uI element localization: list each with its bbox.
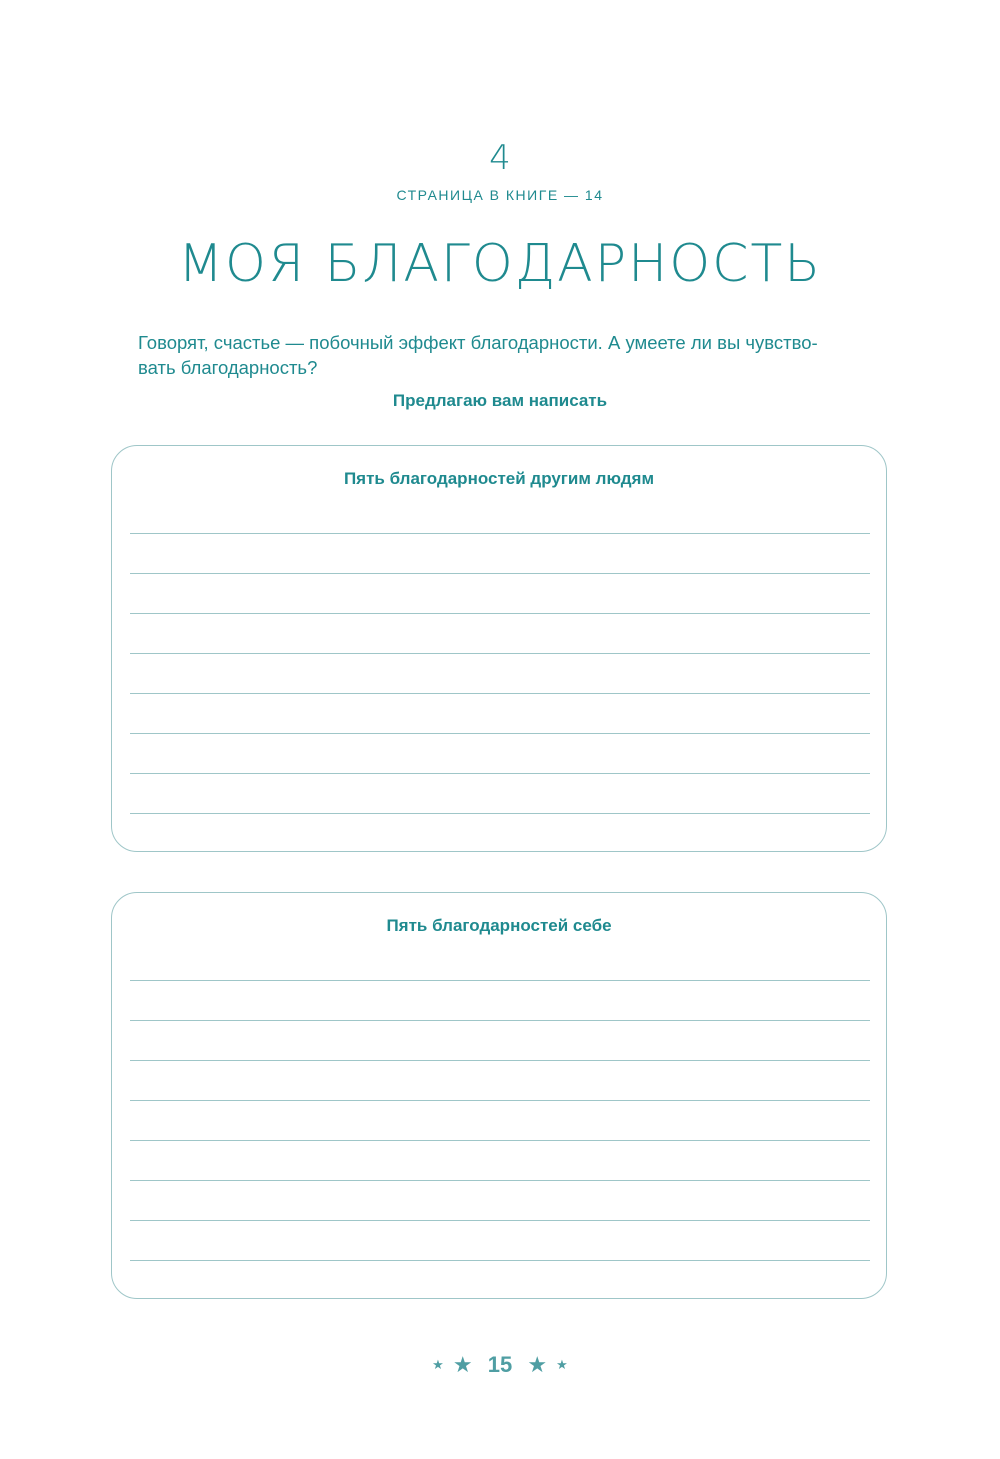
writing-line[interactable] bbox=[130, 773, 870, 774]
writing-box-title: Пять благодарностей себе bbox=[386, 916, 612, 935]
page-number: 15 bbox=[487, 1352, 513, 1377]
writing-box-others bbox=[111, 445, 887, 852]
writing-line[interactable] bbox=[130, 1060, 870, 1061]
book-page-reference: СТРАНИЦА В КНИГЕ — 14 bbox=[396, 187, 604, 203]
writing-line[interactable] bbox=[130, 813, 870, 814]
star-icon: ★ bbox=[452, 1352, 473, 1378]
writing-line[interactable] bbox=[130, 1100, 870, 1101]
writing-line[interactable] bbox=[130, 613, 870, 614]
chapter-number: 4 bbox=[489, 138, 511, 178]
writing-line[interactable] bbox=[130, 653, 870, 654]
star-icon: ★ bbox=[432, 1357, 444, 1373]
writing-line[interactable] bbox=[130, 1260, 870, 1261]
writing-line[interactable] bbox=[130, 980, 870, 981]
intro-line-1: Говорят, счастье — побочный эффект благодарности. А умеете ли вы чувство- bbox=[138, 332, 818, 353]
writing-line[interactable] bbox=[130, 1020, 870, 1021]
prompt-heading: Предлагаю вам написать bbox=[392, 391, 608, 410]
writing-line[interactable] bbox=[130, 1220, 870, 1221]
writing-line[interactable] bbox=[130, 1140, 870, 1141]
writing-line[interactable] bbox=[130, 733, 870, 734]
writing-line[interactable] bbox=[130, 533, 870, 534]
star-icon: ★ bbox=[527, 1352, 548, 1378]
writing-line[interactable] bbox=[130, 693, 870, 694]
page-title: МОЯ БЛАГОДАРНОСТЬ bbox=[178, 234, 822, 294]
writing-box-self bbox=[111, 892, 887, 1299]
page-footer bbox=[0, 1352, 1000, 1382]
intro-line-2: вать благодарность? bbox=[138, 357, 318, 378]
intro-text bbox=[138, 330, 868, 380]
writing-line[interactable] bbox=[130, 1180, 870, 1181]
writing-box-title: Пять благодарностей другим людям bbox=[343, 469, 655, 488]
writing-line[interactable] bbox=[130, 573, 870, 574]
star-icon: ★ bbox=[556, 1357, 568, 1373]
